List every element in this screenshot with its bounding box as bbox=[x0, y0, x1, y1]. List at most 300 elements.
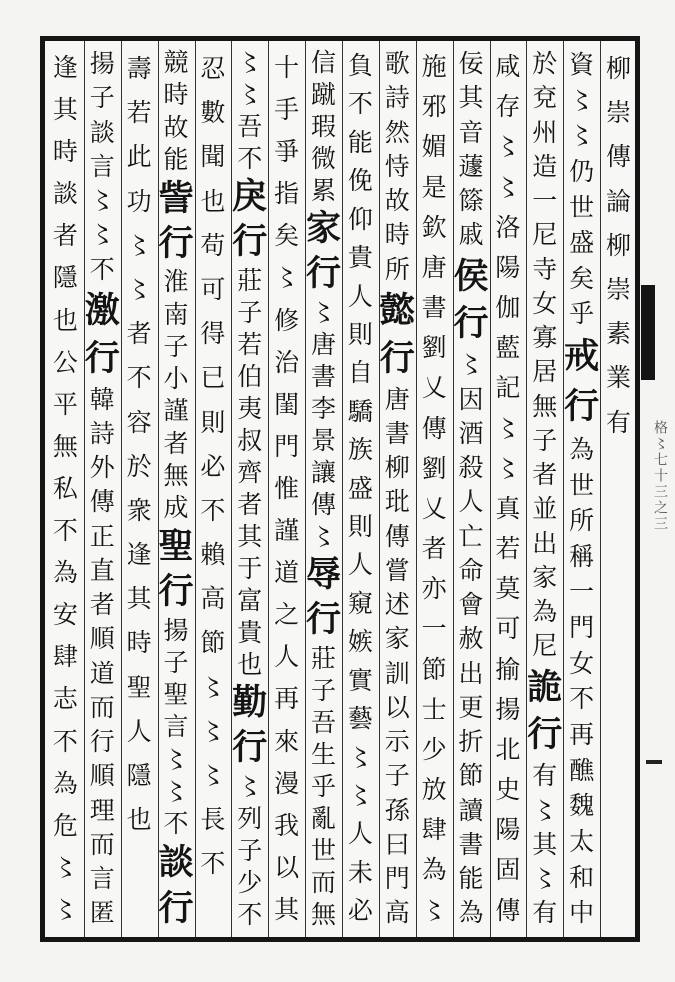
text-char: 壽 bbox=[126, 54, 152, 83]
text-char: 有 bbox=[532, 761, 558, 791]
text-column bbox=[47, 47, 84, 935]
text-char: 書 bbox=[384, 418, 410, 448]
text-char: 莊 bbox=[311, 643, 337, 673]
column-rule bbox=[490, 41, 491, 937]
text-char: 苟 bbox=[200, 230, 226, 260]
text-char: 貴 bbox=[237, 617, 263, 647]
text-char: 伯 bbox=[237, 361, 263, 391]
headword-char: 談 bbox=[158, 842, 194, 884]
text-char: 得 bbox=[200, 319, 226, 349]
text-char: 〻 bbox=[495, 172, 521, 202]
text-char: 不 bbox=[200, 495, 226, 525]
text-char: 陽 bbox=[495, 252, 521, 282]
column-rule bbox=[563, 41, 564, 937]
text-char: 佞 bbox=[458, 49, 484, 78]
text-column bbox=[453, 47, 490, 935]
text-char: 而 bbox=[89, 829, 115, 859]
text-char: 仍 bbox=[569, 156, 595, 186]
text-char: 順 bbox=[89, 761, 115, 791]
text-char: 景 bbox=[311, 425, 337, 455]
text-char: 節 bbox=[200, 628, 226, 658]
text-char: 于 bbox=[237, 553, 263, 583]
text-char: 微 bbox=[311, 144, 337, 174]
text-char: 伽 bbox=[495, 293, 521, 323]
text-char: 揚 bbox=[163, 615, 189, 645]
text-char: 南 bbox=[163, 299, 189, 329]
text-char: 十 bbox=[274, 53, 300, 82]
text-char: 不 bbox=[52, 726, 78, 756]
text-char: 正 bbox=[89, 521, 115, 551]
text-char: 存 bbox=[495, 92, 521, 122]
text-char: 陽 bbox=[495, 815, 521, 845]
text-char: 聖 bbox=[163, 680, 189, 710]
text-char: 者 bbox=[89, 590, 115, 620]
text-char: 門 bbox=[274, 431, 300, 461]
text-char: 篨 bbox=[458, 186, 484, 215]
column-rule bbox=[195, 41, 196, 937]
text-char: 人 bbox=[126, 716, 152, 746]
text-char: 讀 bbox=[458, 795, 484, 825]
text-char: 固 bbox=[495, 855, 521, 885]
text-char: 素 bbox=[606, 319, 632, 349]
text-char: 〻 bbox=[532, 795, 558, 825]
text-char: 不 bbox=[237, 144, 263, 174]
text-char: 隱 bbox=[126, 761, 152, 790]
text-char: 〻 bbox=[237, 771, 263, 801]
text-char: 累 bbox=[311, 176, 337, 206]
text-char: 其 bbox=[52, 95, 78, 125]
text-char: 崇 bbox=[606, 274, 632, 304]
text-char: 俛 bbox=[347, 166, 373, 196]
text-char: 可 bbox=[495, 614, 521, 644]
text-char: 安 bbox=[52, 600, 78, 630]
text-char: 一 bbox=[421, 614, 447, 644]
text-char: 〻 bbox=[200, 672, 226, 702]
headword-char: 行 bbox=[158, 571, 194, 613]
text-char: 醮 bbox=[569, 755, 595, 785]
text-char: 蹴 bbox=[311, 80, 337, 110]
text-char: 亂 bbox=[311, 803, 337, 833]
text-char: 折 bbox=[458, 727, 484, 757]
text-char: 玭 bbox=[384, 487, 410, 517]
text-char: 子 bbox=[89, 83, 115, 113]
text-char: 李 bbox=[311, 393, 337, 423]
text-char: 門 bbox=[384, 864, 410, 894]
text-char: 能 bbox=[458, 864, 484, 894]
text-char: 爭 bbox=[274, 137, 300, 167]
headword-char: 聖 bbox=[158, 526, 194, 568]
text-char: 而 bbox=[89, 692, 115, 722]
text-char: 之 bbox=[274, 600, 300, 630]
text-char: 危 bbox=[52, 810, 78, 840]
text-char: 外 bbox=[89, 453, 115, 483]
text-char: 歌 bbox=[384, 49, 410, 78]
text-char: 則 bbox=[347, 512, 373, 542]
text-char: 柳 bbox=[606, 54, 632, 83]
text-char: 記 bbox=[495, 373, 521, 403]
column-rule bbox=[158, 41, 159, 937]
text-char: 柳 bbox=[606, 230, 632, 260]
text-char: 莊 bbox=[237, 265, 263, 295]
text-char: 恃 bbox=[384, 151, 410, 181]
text-char: 則 bbox=[347, 319, 373, 349]
text-char: 〻 bbox=[569, 121, 595, 151]
text-char: 謹 bbox=[163, 396, 189, 426]
text-char: 〻 bbox=[274, 263, 300, 293]
text-char: 傳 bbox=[311, 489, 337, 519]
text-char: 自 bbox=[347, 358, 373, 388]
text-char: 小 bbox=[163, 364, 189, 394]
headword-char: 辱 bbox=[306, 553, 342, 595]
text-char: 媚 bbox=[421, 132, 447, 162]
text-char: 時 bbox=[52, 137, 78, 167]
text-char: 忍 bbox=[200, 54, 226, 83]
text-char: 來 bbox=[274, 726, 300, 756]
text-char: 談 bbox=[52, 179, 78, 209]
column-rule bbox=[416, 41, 417, 937]
text-char: 吾 bbox=[311, 707, 337, 737]
text-char: 談 bbox=[89, 117, 115, 147]
text-char: 者 bbox=[163, 428, 189, 458]
text-char: 邪 bbox=[421, 92, 447, 122]
text-char: 柳 bbox=[384, 453, 410, 483]
text-char: 揚 bbox=[495, 694, 521, 724]
text-char: 不 bbox=[126, 363, 152, 393]
text-char: 亦 bbox=[421, 574, 447, 604]
margin-mark bbox=[646, 760, 662, 764]
text-char: 淮 bbox=[163, 267, 189, 297]
text-char: 戚 bbox=[458, 220, 484, 250]
text-char: 咸 bbox=[495, 52, 521, 81]
text-char: 於 bbox=[532, 49, 558, 78]
text-char: 無 bbox=[52, 431, 78, 461]
text-char: 讓 bbox=[311, 457, 337, 487]
text-char: 傳 bbox=[384, 521, 410, 551]
text-char: 世 bbox=[311, 835, 337, 865]
text-char: 容 bbox=[126, 407, 152, 437]
text-char: 家 bbox=[532, 562, 558, 592]
headword-char: 行 bbox=[527, 714, 563, 756]
text-char: 也 bbox=[52, 305, 78, 335]
text-char: 子 bbox=[237, 297, 263, 327]
text-char: 也 bbox=[126, 805, 152, 835]
text-char: 子 bbox=[532, 425, 558, 455]
text-char: 造 bbox=[532, 151, 558, 181]
text-char: 莫 bbox=[495, 574, 521, 604]
text-char: 已 bbox=[200, 363, 226, 393]
text-char: 傳 bbox=[421, 413, 447, 443]
text-column bbox=[379, 47, 416, 935]
text-char: 道 bbox=[89, 658, 115, 688]
text-char: 其 bbox=[237, 521, 263, 551]
text-char: 逢 bbox=[126, 540, 152, 570]
text-char: 〻 bbox=[347, 781, 373, 811]
text-char: 吾 bbox=[237, 112, 263, 142]
text-char: 乂 bbox=[421, 373, 447, 403]
text-char: 〻 bbox=[495, 132, 521, 162]
column-rule bbox=[600, 41, 601, 937]
text-char: 不 bbox=[52, 516, 78, 546]
headword-char: 激 bbox=[84, 289, 120, 331]
text-char: 〻 bbox=[52, 852, 78, 882]
text-char: 〻 bbox=[495, 413, 521, 443]
text-char: 公 bbox=[52, 347, 78, 377]
text-char: 若 bbox=[495, 534, 521, 564]
text-char: 負 bbox=[347, 51, 373, 80]
text-char: 劉 bbox=[421, 333, 447, 363]
text-char: 故 bbox=[163, 112, 189, 142]
text-char: 列 bbox=[237, 803, 263, 833]
text-char: 史 bbox=[495, 775, 521, 805]
text-char: 女 bbox=[532, 288, 558, 318]
text-char: 修 bbox=[274, 305, 300, 335]
text-char: 兗 bbox=[532, 83, 558, 113]
text-char: 傳 bbox=[606, 142, 632, 172]
text-char: 殺 bbox=[458, 453, 484, 483]
text-char: 功 bbox=[126, 186, 152, 216]
text-char: 〻 bbox=[495, 453, 521, 483]
text-char: 居 bbox=[532, 357, 558, 387]
text-char: 以 bbox=[274, 852, 300, 882]
text-char: 傳 bbox=[89, 487, 115, 517]
text-char: 則 bbox=[200, 407, 226, 437]
text-char: 施 bbox=[421, 52, 447, 81]
text-char: 為 bbox=[569, 434, 595, 464]
text-char: 富 bbox=[237, 585, 263, 615]
text-char: 能 bbox=[163, 144, 189, 174]
text-char: 瑕 bbox=[311, 112, 337, 142]
headword-char: 懿 bbox=[379, 289, 415, 331]
text-char: 隱 bbox=[52, 263, 78, 293]
text-char: 子 bbox=[163, 647, 189, 677]
text-char: 指 bbox=[274, 179, 300, 209]
text-char: 高 bbox=[384, 898, 410, 928]
text-char: 者 bbox=[126, 319, 152, 349]
headword-char: 行 bbox=[158, 887, 194, 929]
text-char: 矣 bbox=[569, 263, 595, 293]
text-char: 叔 bbox=[237, 425, 263, 455]
headword-char: 行 bbox=[158, 223, 194, 265]
text-column bbox=[526, 47, 563, 935]
text-char: 藍 bbox=[495, 333, 521, 363]
text-char: 少 bbox=[421, 734, 447, 764]
text-char: 不 bbox=[200, 849, 226, 879]
text-char: 競 bbox=[163, 48, 189, 77]
text-char: 〻 bbox=[569, 85, 595, 115]
headword-char: 侯 bbox=[453, 255, 489, 297]
text-char: 嘗 bbox=[384, 555, 410, 585]
text-char: 〻 bbox=[52, 894, 78, 924]
text-char: 有 bbox=[532, 898, 558, 928]
text-char: 〻 bbox=[311, 297, 337, 327]
text-column bbox=[305, 47, 342, 935]
text-char: 人 bbox=[347, 550, 373, 580]
text-char: 窺 bbox=[347, 588, 373, 618]
text-char: 直 bbox=[89, 555, 115, 585]
text-char: 然 bbox=[384, 117, 410, 147]
text-char: 不 bbox=[569, 684, 595, 714]
text-char: 節 bbox=[421, 654, 447, 684]
text-char: 士 bbox=[421, 694, 447, 724]
text-char: 者 bbox=[52, 221, 78, 251]
headword-char: 行 bbox=[564, 386, 600, 428]
column-rule bbox=[231, 41, 232, 937]
text-char: 驕 bbox=[347, 396, 373, 426]
text-char: 治 bbox=[274, 347, 300, 377]
text-char: 聖 bbox=[126, 672, 152, 702]
text-char: 成 bbox=[163, 493, 189, 523]
column-rule bbox=[305, 41, 306, 937]
text-char: 〻 bbox=[200, 716, 226, 746]
text-char: 世 bbox=[569, 470, 595, 500]
text-char: 〻 bbox=[237, 80, 263, 110]
text-char: 時 bbox=[163, 80, 189, 110]
text-column bbox=[84, 47, 121, 935]
text-char: 一 bbox=[569, 577, 595, 607]
text-char: 門 bbox=[569, 613, 595, 643]
text-char: 也 bbox=[237, 649, 263, 679]
text-char: 韓 bbox=[89, 384, 115, 414]
text-char: 傳 bbox=[495, 895, 521, 925]
headword-char: 家 bbox=[306, 208, 342, 250]
text-char: 賴 bbox=[200, 540, 226, 570]
text-char: 不 bbox=[237, 899, 263, 929]
text-char: 於 bbox=[126, 451, 152, 481]
text-char: 此 bbox=[126, 142, 152, 172]
text-char: 少 bbox=[237, 867, 263, 897]
text-char: 能 bbox=[347, 127, 373, 157]
text-char: 其 bbox=[458, 83, 484, 113]
headword-char: 行 bbox=[232, 220, 268, 262]
text-char: 貴 bbox=[347, 243, 373, 273]
text-char: 訓 bbox=[384, 658, 410, 688]
text-char: 志 bbox=[52, 684, 78, 714]
text-char: 人 bbox=[274, 642, 300, 672]
text-char: 無 bbox=[311, 899, 337, 929]
text-char: 手 bbox=[274, 95, 300, 125]
headword-char: 行 bbox=[379, 337, 415, 379]
text-char: 所 bbox=[569, 506, 595, 536]
text-char: 酒 bbox=[458, 418, 484, 448]
text-char: 可 bbox=[200, 274, 226, 304]
text-char: 逢 bbox=[52, 53, 78, 82]
text-char: 更 bbox=[458, 692, 484, 722]
text-char: 平 bbox=[52, 389, 78, 419]
text-char: 尼 bbox=[532, 631, 558, 661]
text-char: 赦 bbox=[458, 624, 484, 654]
text-char: 唐 bbox=[384, 384, 410, 414]
text-char: 人 bbox=[458, 487, 484, 517]
headword-char: 戒 bbox=[564, 336, 600, 378]
text-char: 若 bbox=[126, 98, 152, 128]
text-column bbox=[231, 47, 268, 935]
text-char: 是 bbox=[421, 172, 447, 202]
text-char: 北 bbox=[495, 734, 521, 764]
text-char: 乎 bbox=[569, 299, 595, 329]
text-char: 和 bbox=[569, 862, 595, 892]
text-char: 謹 bbox=[274, 516, 300, 546]
text-char: 為 bbox=[458, 898, 484, 928]
text-char: 唐 bbox=[421, 252, 447, 282]
text-column bbox=[158, 47, 195, 935]
text-char: 〻 bbox=[126, 230, 152, 260]
text-char: 出 bbox=[532, 528, 558, 558]
text-char: 故 bbox=[384, 186, 410, 215]
text-char: 無 bbox=[532, 391, 558, 421]
text-char: 州 bbox=[532, 117, 558, 147]
text-char: 漫 bbox=[274, 768, 300, 798]
headword-char: 戾 bbox=[232, 176, 268, 218]
text-char: 必 bbox=[347, 896, 373, 926]
text-char: 會 bbox=[458, 590, 484, 620]
text-char: 者 bbox=[532, 460, 558, 489]
text-char: 聞 bbox=[200, 142, 226, 172]
text-char: 不 bbox=[89, 254, 115, 284]
text-char: 曰 bbox=[384, 829, 410, 859]
text-char: 夷 bbox=[237, 393, 263, 423]
text-char: 匿 bbox=[89, 898, 115, 928]
text-char: 洛 bbox=[495, 212, 521, 242]
text-char: 〻 bbox=[126, 274, 152, 304]
text-char: 不 bbox=[163, 809, 189, 839]
text-char: 齊 bbox=[237, 457, 263, 487]
text-char: 一 bbox=[532, 186, 558, 215]
text-char: 資 bbox=[569, 50, 595, 79]
text-char: 子 bbox=[237, 835, 263, 865]
text-char: 詩 bbox=[89, 418, 115, 448]
column-rule bbox=[121, 41, 122, 937]
text-char: 〻 bbox=[532, 864, 558, 894]
text-char: 言 bbox=[89, 151, 115, 181]
text-char: 業 bbox=[606, 363, 632, 393]
text-char: 其 bbox=[126, 584, 152, 614]
text-char: 真 bbox=[495, 493, 521, 523]
text-char: 唐 bbox=[311, 329, 337, 359]
text-column bbox=[195, 47, 232, 935]
text-char: 生 bbox=[311, 739, 337, 769]
text-char: 寡 bbox=[532, 323, 558, 352]
text-char: 實 bbox=[347, 665, 373, 695]
text-char: 不 bbox=[347, 89, 373, 119]
text-char: 為 bbox=[532, 597, 558, 626]
text-char: 稱 bbox=[569, 541, 595, 571]
text-char: 信 bbox=[311, 48, 337, 77]
text-char: 時 bbox=[384, 220, 410, 250]
text-char: 盛 bbox=[347, 473, 373, 503]
text-char: 為 bbox=[52, 558, 78, 588]
text-char: 高 bbox=[200, 584, 226, 614]
text-char: 〻 bbox=[89, 220, 115, 250]
text-char: 〻 bbox=[421, 895, 447, 925]
text-char: 命 bbox=[458, 555, 484, 585]
headword-char: 詭 bbox=[527, 666, 563, 708]
text-char: 揄 bbox=[495, 654, 521, 684]
text-char: 述 bbox=[384, 590, 410, 620]
text-char: 示 bbox=[384, 727, 410, 757]
headword-char: 行 bbox=[453, 303, 489, 345]
text-char: 時 bbox=[126, 628, 152, 658]
text-char: 乎 bbox=[311, 771, 337, 801]
text-column bbox=[416, 47, 453, 935]
text-char: 矣 bbox=[274, 221, 300, 251]
text-char: 女 bbox=[569, 648, 595, 678]
text-char: 者 bbox=[237, 489, 263, 519]
text-char: 再 bbox=[569, 720, 595, 750]
text-column bbox=[268, 47, 305, 935]
text-char: 魏 bbox=[569, 791, 595, 821]
headword-char: 行 bbox=[306, 252, 342, 294]
text-char: 為 bbox=[421, 855, 447, 885]
